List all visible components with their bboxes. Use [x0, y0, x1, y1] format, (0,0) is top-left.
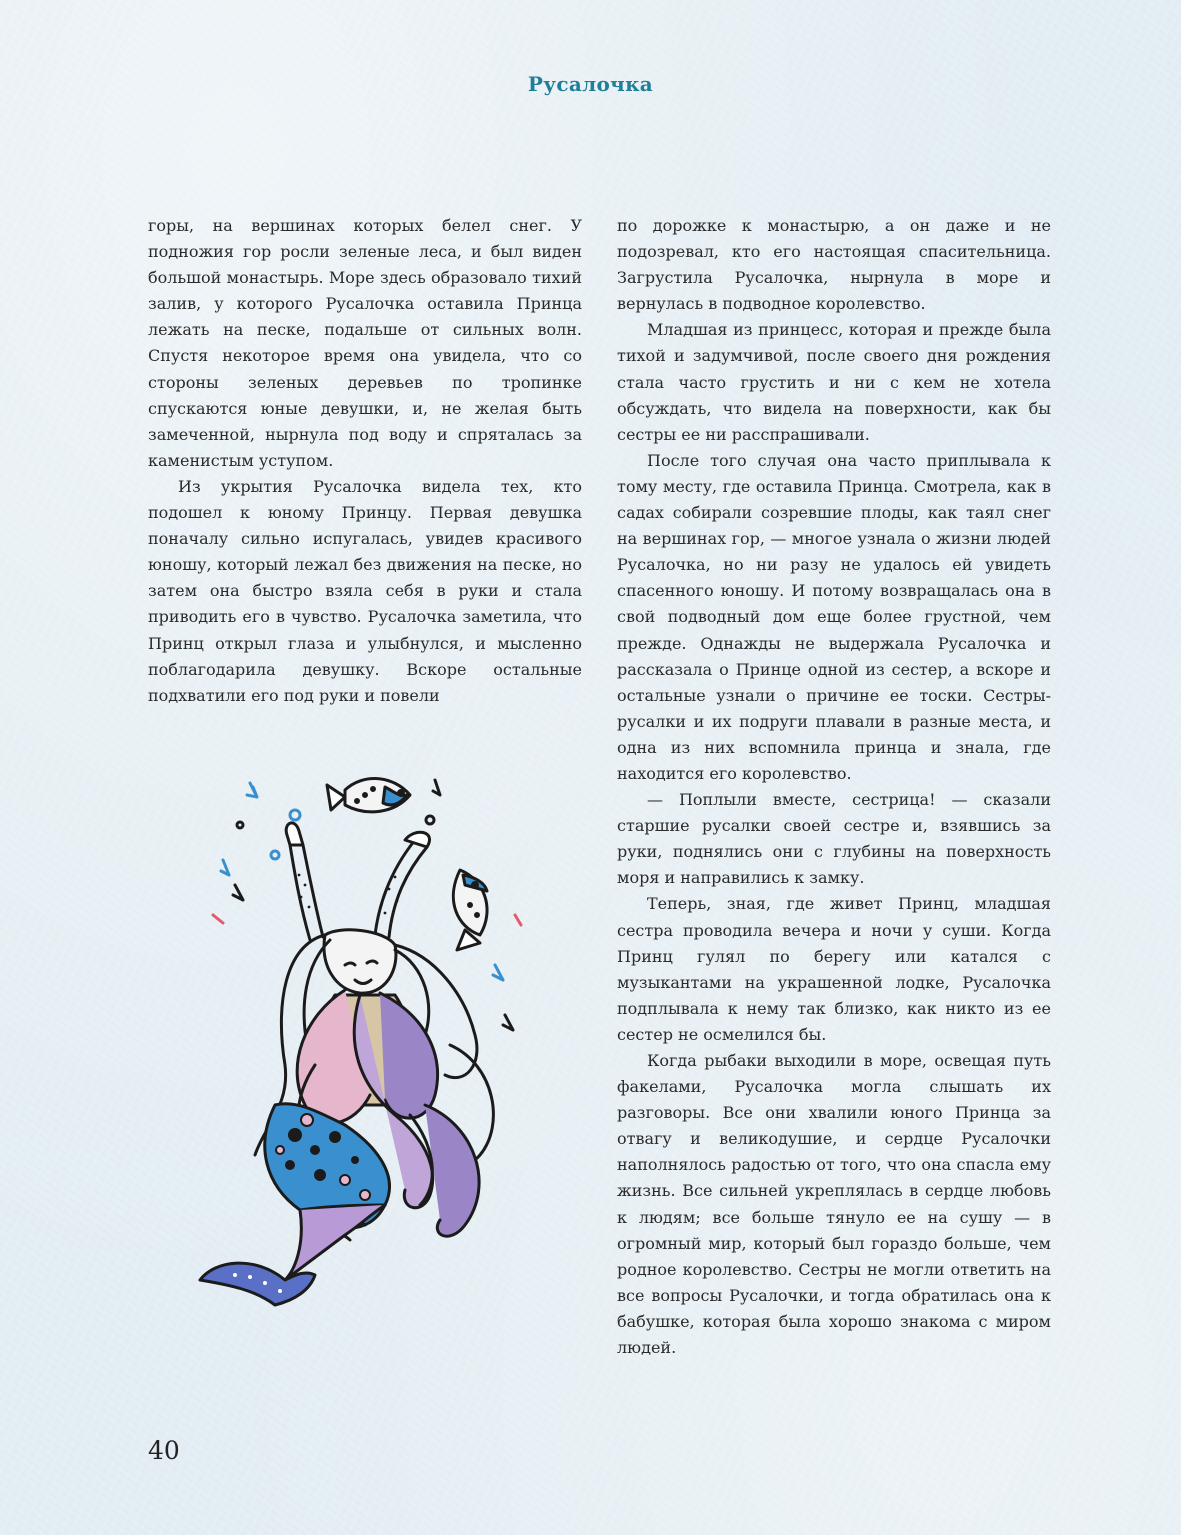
paragraph: Когда рыбаки выходили в море, освещая путь факелами, Русалочка могла слышать их разговоры. Все они хвалили юного Принца за отвагу и великодушие, и сердце Русалочки наполнялось радостью от того, что она спасла ему жизнь. Все сильней укреплялась в сердце любовь к людям; все больше тянуло ее на сушу — в огромный мир, который был гораздо больше, чем родное королевство. Сестры не могли ответить на все вопросы Русалочки, и тогда обратилась она к бабушке, которая была хорошо знакома с миром людей. [617, 1051, 1051, 1358]
paragraph: После того случая она часто приплывала к тому месту, где оставила Принца. Смотрела, как в садах собирали созревшие плоды, как таял снег на вершинах гор, — многое узнала о жизни людей Русалочка, но ни разу не удалось ей увидеть спасенного юношу. И потому возвращалась она в свой подводный дом еще более грустной, чем прежде. Однажды не выдержала Русалочка и рассказала о Принце одной из сестер, а вскоре и остальные узнали о причине ее тоски. Сестры-русалки и их подруги плавали в разные места, и одна из них вспомнила принца и знала, где находится его королевство. [617, 450, 1051, 783]
fish-icon [453, 870, 487, 950]
right-text-column [617, 213, 1051, 1361]
fish-icon [327, 779, 410, 812]
paragraph: Младшая из принцесс, которая и прежде была тихой и задумчивой, после своего дня рождения стала часто грустить и ни с кем не хотела обсуждать, что видела на поверхности, как бы сестры ее ни расспрашивали. [617, 320, 1051, 444]
mermaid-with-fish-icon [195, 765, 535, 1315]
page-number: 40 [148, 1436, 180, 1465]
paragraph: — Поплыли вместе, сестрица! — сказали старшие русалки своей сестре и, взявшись за руки, поднялись они с глубины на поверхность моря и направились к замку. [617, 790, 1051, 888]
paragraph: Теперь, зная, где живет Принц, младшая сестра проводила вечера и ночи у суши. Когда Принц гулял по берегу или катался с музыкантами на украшенной лодке, Русалочка подплывала к нему так близко, как никто из ее сестер не осмелился бы. [617, 894, 1051, 1044]
running-title: Русалочка [527, 72, 654, 96]
paragraph: Из укрытия Русалочка видела тех, кто подошел к юному Принцу. Первая девушка поначалу сильно испугалась, увидев красивого юношу, который лежал без движения на песке, но затем она быстро взяла себя в руки и стала приводить его в чувство. Русалочка заметила, что Принц открыл глаза и улыбнулся, и мысленно поблагодарила девушку. Вскоре остальные подхватили его под руки и повели [148, 476, 582, 705]
left-text-column [148, 213, 582, 709]
paragraph: горы, на вершинах которых белел снег. У подножия гор росли зеленые леса, и был виден большой монастырь. Море здесь образовало тихий залив, у которого Русалочка оставила Принца лежать на песке, подальше от сильных волн. Спустя некоторое время она увидела, что со стороны зеленых деревьев по тропинке спускаются юные девушки, и, не желая быть замеченной, нырнула под воду и спряталась за каменистым уступом. [148, 216, 582, 470]
paragraph: по дорожке к монастырю, а он даже и не подозревал, кто его настоящая спасительница. Загрустила Русалочка, нырнула в море и вернулась в подводное королевство. [617, 216, 1051, 314]
